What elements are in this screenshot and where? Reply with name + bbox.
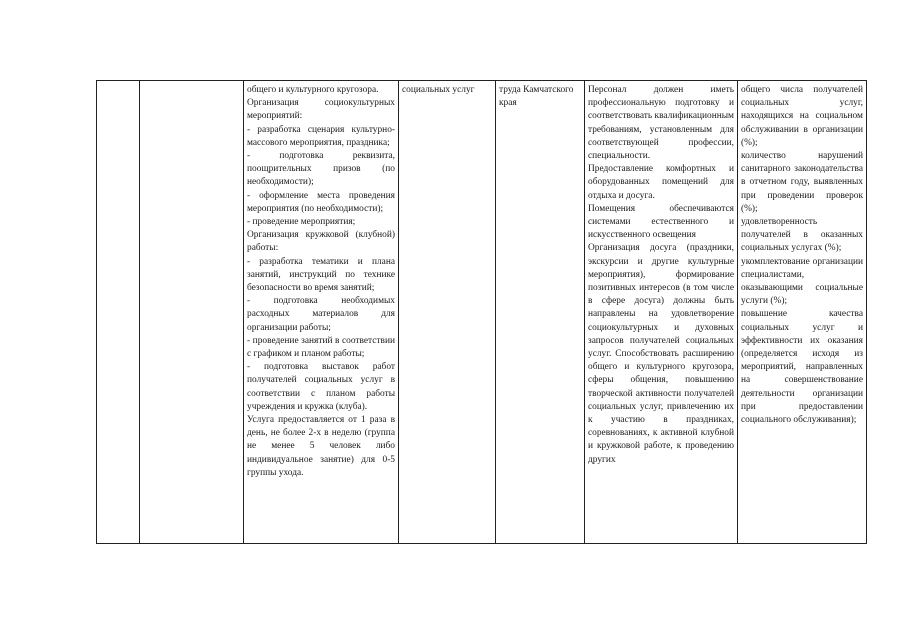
- paragraph: удовлетворенность получателей в оказанных социальных услугах (%);: [741, 217, 863, 254]
- paragraph: - оформление места проведения мероприятия (по необходимости);: [247, 190, 395, 214]
- paragraph: общего и культурного кругозора.: [247, 85, 379, 95]
- standards-table: [96, 80, 867, 544]
- paragraph: повышение качества социальных услуг и эффективности их оказания (определяется исходя из мероприятий, направленных на совершенствование деятельности организации при предоставлении социального обслуживания);: [741, 309, 863, 426]
- paragraph: Организация кружковой (клубной) работы:: [247, 230, 395, 254]
- paragraph: - проведение занятий в соответствии с графиком и планом работы;: [247, 335, 395, 360]
- paragraph: - разработка сценария культурно-массового мероприятия, праздника;: [247, 124, 395, 148]
- paragraph: количество нарушений санитарного законодательства в отчетном году, выявленных при проведении проверок (%);: [741, 151, 863, 214]
- paragraph: Услуга предоставляется от 1 раза в день, не более 2-х в неделю (группа не менее 5 человек либо индивидуальное занятие) для 0-5 группы ухода.: [247, 415, 395, 478]
- paragraph: - проведение мероприятия;: [247, 217, 356, 228]
- paragraph: - подготовка реквизита, поощрительных призов (по необходимости);: [247, 151, 395, 188]
- paragraph: общего числа получателей социальных услуг, находящихся на социальном обслуживании в организации (%);: [741, 85, 863, 148]
- paragraph: - подготовка необходимых расходных материалов для организации работы;: [247, 296, 395, 333]
- cell-term: труда Камчатского края: [496, 81, 585, 544]
- cell-number: [97, 81, 140, 544]
- paragraph: Организация досуга (праздники, экскурсии и другие культурные мероприятия), формирование позитивных интересов (в том числе в сфере досуга) должны быть направлены на удовлетворение социокультурных и духовных запросов получателей социальных услуг. Способствовать расширению общего и культурного кругозора, сферы общения, повышению творческой активности получателей социальных услуг, привлечению их к участию в праздниках, соревнованиях, к активной клубной и кружковой работе, к проведению других: [588, 243, 734, 465]
- paragraph: Персонал должен иметь профессиональную подготовку и соответствовать квалификационным требованиям, установленным для соответствующей профессии, специальности.: [588, 85, 734, 162]
- table-row: [97, 81, 867, 544]
- cell-service-description: [244, 81, 399, 544]
- paragraph: - разработка тематики и плана занятий, инструкций по технике безопасности во время занятий;: [247, 256, 395, 294]
- paragraph: - подготовка выставок работ получателей социальных услуг в соответствии с планом работы учреждения и кружка (клуба).: [247, 362, 395, 412]
- cell-quality-requirements: [585, 81, 738, 544]
- paragraph: Предоставление комфортных и оборудованных помещений для отдыха и досуга.: [588, 164, 734, 201]
- cell-service-volume: социальных услуг: [399, 81, 496, 544]
- paragraph: Организация социокультурных мероприятий:: [247, 98, 395, 122]
- cell-service-name: [140, 81, 244, 544]
- paragraph: укомплектование организации специалистами, оказывающими социальные услуги (%);: [741, 256, 863, 307]
- paragraph: Помещения обеспечиваются системами естественного и искусственного освещения: [588, 203, 734, 241]
- cell-quality-indicators: [738, 81, 867, 544]
